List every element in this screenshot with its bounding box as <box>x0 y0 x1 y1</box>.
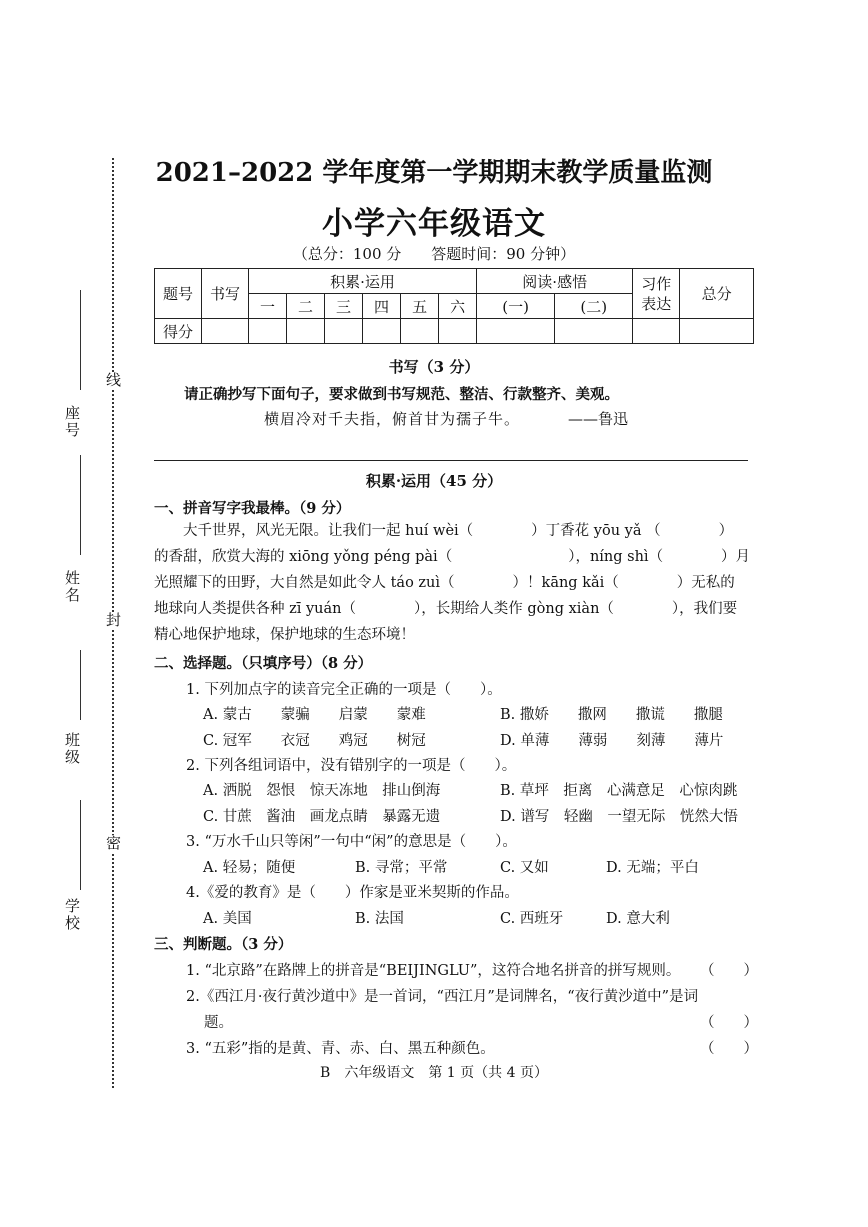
q2-4-option-d[interactable]: D. 意大利 <box>606 911 670 927</box>
tihao-cell: 题号 <box>155 269 202 319</box>
binding-seal-char: 封 <box>104 612 122 629</box>
binding-line-char: 线 <box>104 372 122 389</box>
q3-3-text: 3. “五彩”指的是黄、青、赤、白、黑五种颜色。 <box>186 1041 495 1057</box>
q2-3-option-b[interactable]: B. 寻常；平常 <box>355 860 448 876</box>
score-blank[interactable] <box>249 319 287 344</box>
score-blank[interactable] <box>633 319 680 344</box>
q2-2-option-a[interactable]: A. 洒脱 怨恨 惊天冻地 排山倒海 <box>203 783 441 799</box>
binding-secret-char: 密 <box>104 835 122 852</box>
writing-author: ——鲁迅 <box>568 410 629 428</box>
score-blank[interactable] <box>202 319 249 344</box>
q1-line: 地球向人类提供各种 zī yuán（ ），长期给人类作 gòng xiàn（ ），我们要 <box>154 601 738 617</box>
defen-cell: 得分 <box>155 319 202 344</box>
xizuo-line1: 习作 <box>641 274 672 293</box>
class-fill-line[interactable] <box>80 650 81 720</box>
q2-4-option-c[interactable]: C. 西班牙 <box>500 911 564 927</box>
score-blank[interactable] <box>439 319 477 344</box>
name-label: 姓名 <box>63 570 81 604</box>
q2-2-stem: 2. 下列各组词语中，没有错别字的一项是（ ）。 <box>186 758 517 774</box>
q1-line: 的香甜，欣赏大海的 xiōng yǒng péng pài（ ），níng shì（ ）月 <box>154 549 751 565</box>
seat-label: 座号 <box>63 405 81 439</box>
yuedu-cell: 阅读·感悟 <box>477 269 633 294</box>
num-cell: 四 <box>363 294 401 319</box>
q2-1-option-d[interactable]: D. 单薄 薄弱 刻薄 薄片 <box>500 733 724 749</box>
q2-1-stem: 1. 下列加点字的读音完全正确的一项是（ ）。 <box>186 682 502 698</box>
score-blank[interactable] <box>287 319 325 344</box>
num-cell: 一 <box>249 294 287 319</box>
q3-2-answer[interactable]: （ ） <box>700 1015 758 1031</box>
q2-2-option-b[interactable]: B. 草坪 拒离 心满意足 心惊肉跳 <box>500 783 738 799</box>
q3-2-text: 2.《西江月·夜行黄沙道中》是一首词，“西江月”是词牌名，“夜行黄沙道中”是词 <box>186 989 699 1005</box>
q1-paragraph <box>154 518 754 648</box>
q3-heading: 三、判断题。（3 分） <box>154 936 293 953</box>
score-blank[interactable] <box>363 319 401 344</box>
exam-title: 2021–2022 学年度第一学期期末教学质量监测 <box>155 158 713 188</box>
shuxie-cell: 书写 <box>202 269 249 319</box>
writing-answer-line[interactable] <box>154 460 748 461</box>
q2-4-option-a[interactable]: A. 美国 <box>203 911 252 927</box>
score-blank[interactable] <box>555 319 633 344</box>
read-num-cell: (一) <box>477 294 555 319</box>
writing-instruction: 请正确抄写下面句子，要求做到书写规范、整洁、行款整齐、美观。 <box>184 386 619 403</box>
xizuo-line2: 表达 <box>641 294 672 313</box>
writing-quote: 横眉冷对千夫指，俯首甘为孺子牛。 <box>264 410 521 428</box>
exam-subtitle: 小学六年级语文 <box>322 206 546 242</box>
score-blank[interactable] <box>477 319 555 344</box>
q2-1-option-a[interactable]: A. 蒙古 蒙骗 启蒙 蒙难 <box>203 707 426 723</box>
score-table <box>154 268 754 344</box>
q2-1-option-b[interactable]: B. 撒娇 撒网 撒谎 撒腿 <box>500 707 723 723</box>
num-cell: 五 <box>401 294 439 319</box>
read-num-cell: (二) <box>555 294 633 319</box>
jilei-cell: 积累·运用 <box>249 269 477 294</box>
page-footer: B 六年级语文 第 1 页（共 4 页） <box>320 1065 548 1081</box>
q3-2-text-cont: 题。 <box>204 1015 233 1031</box>
score-blank[interactable] <box>325 319 363 344</box>
q3-1-text: 1. “北京路”在路牌上的拼音是“BEIJINGLU”，这符合地名拼音的拼写规则。 <box>186 963 681 979</box>
q2-3-option-d[interactable]: D. 无端；平白 <box>606 860 699 876</box>
q2-2-option-d[interactable]: D. 谱写 轻幽 一望无际 恍然大悟 <box>500 809 738 825</box>
exam-meta: （总分：100 分 答题时间：90 分钟） <box>292 245 576 263</box>
q1-line: 光照耀下的田野，大自然是如此令人 táo zuì（ ）！kāng kǎi（ ）无私的 <box>154 575 735 591</box>
q2-4-stem: 4.《爱的教育》是（ ）作家是亚米契斯的作品。 <box>186 885 519 901</box>
score-blank[interactable] <box>401 319 439 344</box>
num-cell: 二 <box>287 294 325 319</box>
num-cell: 六 <box>439 294 477 319</box>
q1-heading: 一、拼音写字我最棒。（9 分） <box>154 500 351 517</box>
q2-3-option-a[interactable]: A. 轻易；随便 <box>203 860 296 876</box>
section-heading: 积累·运用（45 分） <box>365 472 503 490</box>
num-cell: 三 <box>325 294 363 319</box>
q2-3-stem: 3. “万水千山只等闲”一句中“闲”的意思是（ ）。 <box>186 834 517 850</box>
score-blank[interactable] <box>680 319 754 344</box>
zongfen-cell: 总分 <box>680 269 754 319</box>
q3-1-answer[interactable]: （ ） <box>700 963 758 979</box>
school-fill-line[interactable] <box>80 800 81 890</box>
q2-2-option-c[interactable]: C. 甘蔗 酱油 画龙点睛 暴露无遗 <box>203 809 441 825</box>
q2-3-option-c[interactable]: C. 又如 <box>500 860 549 876</box>
q1-line: 大千世界，风光无限。让我们一起 huí wèi（ ）丁香花 yōu yǎ （ ） <box>154 523 734 539</box>
q2-heading: 二、选择题。（只填序号）（8 分） <box>154 655 373 672</box>
q2-1-option-c[interactable]: C. 冠军 衣冠 鸡冠 树冠 <box>203 733 426 749</box>
q1-line: 精心地保护地球，保护地球的生态环境！ <box>154 627 415 643</box>
xizuo-cell <box>633 269 680 319</box>
q3-3-answer[interactable]: （ ） <box>700 1041 758 1057</box>
q2-4-option-b[interactable]: B. 法国 <box>355 911 404 927</box>
writing-heading: 书写（3 分） <box>388 358 480 376</box>
class-label: 班级 <box>63 732 81 766</box>
school-label: 学校 <box>63 898 81 932</box>
